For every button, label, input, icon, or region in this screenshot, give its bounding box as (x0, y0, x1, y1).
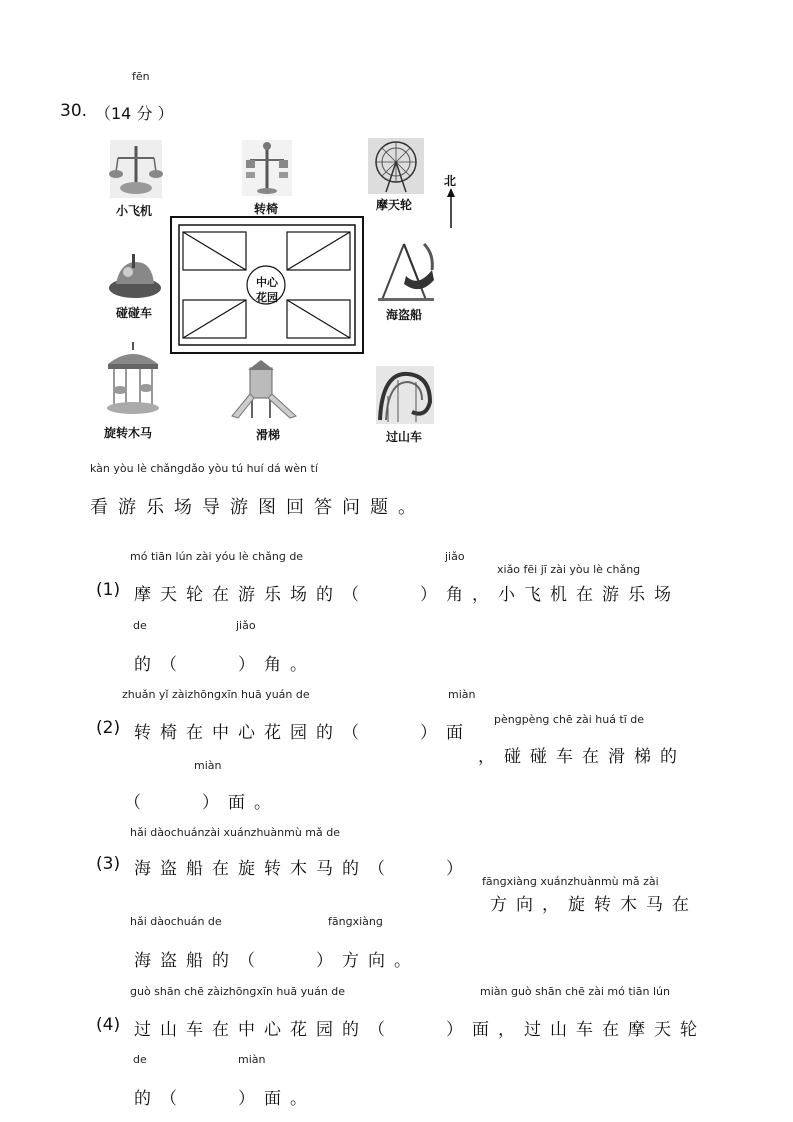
q1-pinyin-jiao: jiǎo (445, 550, 465, 563)
q2-text-a: 转椅在中心花园的（ ）面 (134, 723, 472, 743)
instruction-pinyin: kàn yòu lè chǎnɡdǎo yòu tú huí dá wèn tí (90, 462, 318, 475)
q4-number: (4) (96, 1015, 121, 1035)
slide-icon (228, 360, 300, 422)
pirate-ship-icon (374, 240, 436, 302)
pirate-ship-label: 海盗船 (386, 308, 423, 322)
center-label-1: 中心 (256, 276, 278, 289)
q4-pinyin-b: miàn ɡuò shān chē zài mó tiān lún (480, 985, 670, 998)
q1-pinyin-c-jiao: jiǎo (236, 619, 256, 632)
q1-pinyin-b: xiǎo fēi jī zài yòu lè chǎnɡ (497, 563, 641, 576)
q4-pinyin-a: ɡuò shān chē zàizhōnɡxīn huā yuán de (130, 985, 346, 998)
q4-pinyin-c-mian: miàn (238, 1053, 266, 1066)
q3-number: (3) (96, 854, 121, 874)
small-plane-label: 小飞机 (116, 204, 153, 218)
q3-pinyin-b: fānɡxiànɡ xuánzhuànmù mǎ zài (482, 875, 659, 888)
amusement-park-map (98, 134, 464, 448)
q3-text-a: 海盗船在旋转木马的（ ） (134, 859, 472, 879)
swing-chair-label: 转椅 (254, 202, 279, 216)
north-arrow-icon (446, 188, 456, 228)
q4-text-b: 的（ ）面。 (134, 1089, 316, 1109)
ferris-wheel-icon (368, 138, 424, 194)
center-label-2: 花园 (256, 291, 278, 304)
q1-text-a: 摩天轮在游乐场的（ ）角，小飞机在游乐场 (134, 585, 680, 605)
q3-pinyin-c-b: fānɡxiànɡ (328, 915, 383, 928)
slide-label: 滑梯 (256, 428, 281, 442)
q3-text-c: 海盗船的（ ）方向。 (134, 951, 420, 971)
roller-coaster-icon (376, 366, 434, 424)
roller-coaster-label: 过山车 (386, 430, 423, 444)
ferris-wheel-label: 摩天轮 (376, 198, 413, 212)
fen-pinyin: fēn (132, 70, 150, 83)
q2-pinyin-mian: miàn (448, 688, 476, 701)
bumper-car-icon (106, 250, 164, 302)
q2-pinyin-c-mian: miàn (194, 759, 222, 772)
north-label: 北 (444, 174, 457, 188)
bumper-car-label: 碰碰车 (116, 306, 153, 320)
q4-pinyin-c-de: de (133, 1053, 147, 1066)
q1-pinyin-c-de: de (133, 619, 147, 632)
swing-chair-ride-icon (240, 138, 294, 198)
q2-text-c: （ ）面。 (124, 793, 280, 813)
q3-pinyin-a: hǎi dàochuánzài xuánzhuànmù mǎ de (130, 826, 340, 839)
question-score: （14 分 ） (95, 104, 174, 123)
q1-number: (1) (96, 580, 121, 600)
question-number: 30. (60, 101, 88, 121)
q1-text-b: 的（ ）角。 (134, 655, 316, 675)
q3-pinyin-c-a: hǎi dàochuán de (130, 915, 222, 928)
q2-pinyin-a: zhuǎn yǐ zàizhōnɡxīn huā yuán de (122, 688, 310, 701)
instruction-text: 看游乐场导游图回答问题。 (90, 497, 426, 518)
q2-number: (2) (96, 718, 121, 738)
q1-pinyin-a: mó tiān lún zài yóu lè chǎnɡ de (130, 550, 304, 563)
small-plane-ride-icon (106, 138, 166, 200)
q2-text-b: ，碰碰车在滑梯的 (478, 747, 686, 767)
q2-pinyin-b: pènɡpènɡ chē zài huá tī de (494, 713, 645, 726)
q4-text-a: 过山车在中心花园的（ ）面，过山车在摩天轮 (134, 1020, 706, 1040)
q3-text-b: 方向，旋转木马在 (490, 895, 698, 915)
carousel-icon (104, 340, 162, 418)
carousel-label: 旋转木马 (104, 426, 153, 440)
